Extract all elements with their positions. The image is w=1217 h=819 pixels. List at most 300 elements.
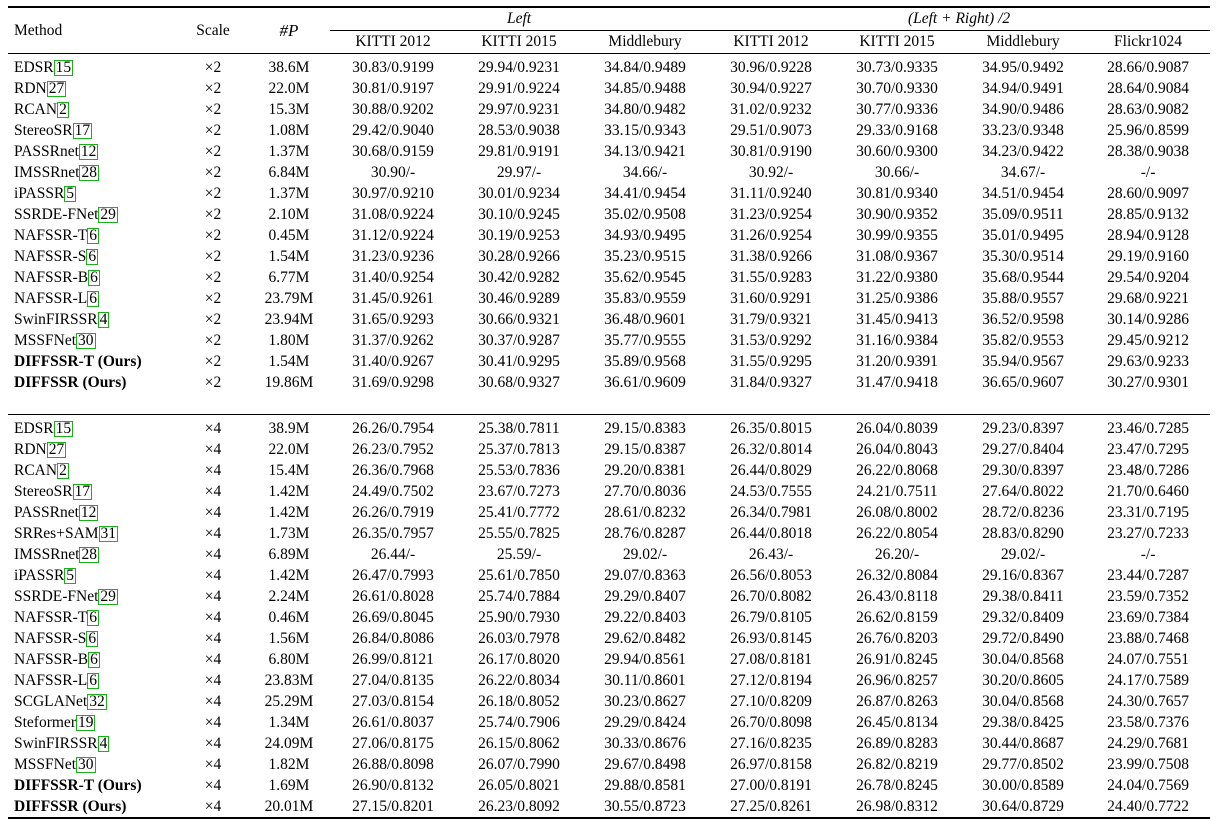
metric-cell: 30.99/0.9355 [856, 227, 938, 244]
metric-cell: 26.78/0.8245 [856, 777, 938, 794]
scale-cell: ×4 [204, 546, 222, 563]
metric-cell: 36.61/0.9609 [604, 374, 686, 391]
params-cell: 1.69M [268, 777, 310, 794]
params-cell: 6.80M [268, 651, 310, 668]
metric-cell: 26.69/0.8045 [352, 609, 434, 626]
citation-link[interactable]: 2 [59, 462, 67, 479]
method-cell [8, 775, 178, 796]
metric-cell: 31.20/0.9391 [856, 353, 938, 370]
params-cell: 0.46M [268, 609, 310, 626]
metric-cell: 30.81/0.9190 [730, 143, 812, 160]
metric-cell: 25.96/0.8599 [1107, 122, 1189, 139]
scale-cell: ×4 [204, 567, 222, 584]
metric-cell: 30.81/0.9197 [352, 80, 434, 97]
method-name: RDN [14, 80, 47, 97]
metric-cell: 34.90/0.9486 [982, 101, 1064, 118]
method-cell [8, 670, 178, 691]
scale-cell: ×2 [204, 59, 222, 76]
params-cell: 1.42M [268, 567, 310, 584]
method-name: RDN [14, 441, 47, 458]
method-name: SwinFIRSSR [14, 311, 98, 328]
metric-cell: 26.87/0.8263 [856, 693, 938, 710]
metric-cell: 23.59/0.7352 [1107, 588, 1189, 605]
metric-cell: 29.91/0.9224 [478, 80, 560, 97]
params-cell: 1.73M [268, 525, 310, 542]
header-col-avg-flickr1024: Flickr1024 [1086, 31, 1210, 54]
header-col-left-middlebury: Middlebury [582, 31, 708, 54]
header-col-left-kitti2015: KITTI 2015 [456, 31, 582, 54]
metric-cell: 26.47/0.7993 [352, 567, 434, 584]
params-cell: 1.42M [268, 504, 310, 521]
method-cell [8, 733, 178, 754]
params-cell: 2.10M [268, 206, 310, 223]
method-name: DIFFSSR-T (Ours) [14, 777, 142, 794]
header-col-avg-kitti2015: KITTI 2015 [834, 31, 960, 54]
method-cell [8, 288, 178, 309]
metric-cell: 31.11/0.9240 [730, 185, 812, 202]
metric-cell: 31.47/0.9418 [856, 374, 938, 391]
metric-cell: 30.73/0.9335 [856, 59, 938, 76]
metric-cell: 29.16/0.8367 [982, 567, 1064, 584]
table-row [8, 565, 1210, 586]
metric-cell: 29.33/0.9168 [856, 122, 938, 139]
metric-cell: 36.65/0.9607 [982, 374, 1064, 391]
metric-cell: 31.45/0.9261 [352, 290, 434, 307]
metric-cell: 31.37/0.9262 [352, 332, 434, 349]
metric-cell: 23.44/0.7287 [1107, 567, 1189, 584]
metric-cell: 29.30/0.8397 [982, 462, 1064, 479]
metric-cell: 30.00/0.8589 [982, 777, 1064, 794]
metric-cell: 26.61/0.8028 [352, 588, 434, 605]
metric-cell: 26.76/0.8203 [856, 630, 938, 647]
method-cell [8, 415, 178, 440]
table-row [8, 225, 1210, 246]
results-table-container [8, 6, 1210, 819]
table-row [8, 733, 1210, 754]
scale-cell: ×4 [204, 777, 222, 794]
citation-link[interactable]: 4 [99, 735, 108, 752]
method-name: StereoSR [14, 122, 73, 139]
method-name: NAFSSR-S [14, 248, 87, 265]
metric-cell: 28.38/0.9038 [1107, 143, 1189, 160]
metric-cell: 24.40/0.7722 [1086, 796, 1210, 818]
metric-cell: 31.55/0.9283 [730, 269, 812, 286]
metric-cell: 25.90/0.7930 [478, 609, 560, 626]
table-row [8, 712, 1210, 733]
table-row [8, 649, 1210, 670]
metric-cell: 26.32/0.8014 [730, 441, 812, 458]
citation-link[interactable]: 15 [55, 420, 72, 437]
metric-cell: 29.62/0.8482 [604, 630, 686, 647]
metric-cell: 29.97/0.9231 [478, 101, 560, 118]
metric-cell: 29.63/0.9233 [1107, 353, 1189, 370]
metric-cell: 31.16/0.9384 [856, 332, 938, 349]
metric-cell: 23.69/0.7384 [1107, 609, 1189, 626]
scale-cell: ×4 [204, 672, 222, 689]
metric-cell: 29.27/0.8404 [982, 441, 1064, 458]
metric-cell: 31.69/0.9298 [352, 374, 434, 391]
metric-cell: 35.01/0.9495 [982, 227, 1064, 244]
metric-cell: 26.45/0.8134 [856, 714, 938, 731]
metric-cell: 27.70/0.8036 [604, 483, 686, 500]
scale-cell: ×4 [204, 525, 222, 542]
metric-cell: 29.97/- [496, 164, 542, 181]
method-cell [8, 372, 178, 393]
citation-link[interactable]: 6 [88, 630, 97, 647]
method-name: StereoSR [14, 483, 73, 500]
method-cell [8, 607, 178, 628]
metric-cell: 28.53/0.9038 [478, 122, 560, 139]
metric-cell: 28.60/0.9097 [1107, 185, 1189, 202]
method-cell [8, 309, 178, 330]
method-cell [8, 225, 178, 246]
metric-cell: 30.55/0.8723 [582, 796, 708, 818]
header-method: Method [8, 7, 178, 54]
method-cell [8, 204, 178, 225]
metric-cell: 26.36/0.7968 [352, 462, 434, 479]
method-name: EDSR [14, 59, 54, 76]
metric-cell: 30.41/0.9295 [478, 353, 560, 370]
metric-cell: 29.51/0.9073 [730, 122, 812, 139]
metric-cell: 30.68/0.9159 [352, 143, 434, 160]
method-name: iPASSR [14, 567, 65, 584]
metric-cell: 31.23/0.9236 [352, 248, 434, 265]
metric-cell: 26.23/0.7952 [352, 441, 434, 458]
metric-cell: 26.43/0.8118 [856, 588, 938, 605]
metric-cell: 30.77/0.9336 [856, 101, 938, 118]
metric-cell: 31.40/0.9254 [352, 269, 434, 286]
method-name: IMSSRnet [14, 546, 80, 563]
metric-cell: 29.88/0.8581 [604, 777, 686, 794]
method-cell [8, 691, 178, 712]
metric-cell: 24.17/0.7589 [1107, 672, 1189, 689]
metric-cell: 29.68/0.9221 [1107, 290, 1189, 307]
table-row [8, 439, 1210, 460]
metric-cell: 30.94/0.9227 [730, 80, 812, 97]
metric-cell: 34.13/0.9421 [604, 143, 686, 160]
metric-cell: 35.62/0.9545 [604, 269, 686, 286]
metric-cell: 30.01/0.9234 [478, 185, 560, 202]
scale-cell: ×2 [204, 248, 222, 265]
metric-cell: 34.93/0.9495 [604, 227, 686, 244]
metric-cell: 36.48/0.9601 [604, 311, 686, 328]
citation-link[interactable]: 6 [90, 269, 98, 286]
method-name: NAFSSR-B [14, 651, 89, 668]
metric-cell: 26.05/0.8021 [478, 777, 560, 794]
metric-cell: 35.89/0.9568 [604, 353, 686, 370]
citation-link[interactable]: 29 [100, 588, 116, 605]
method-cell [8, 183, 178, 204]
params-cell: 23.94M [264, 311, 314, 328]
metric-cell: 31.65/0.9293 [352, 311, 434, 328]
table-row [8, 415, 1210, 440]
metric-cell: 34.84/0.9489 [604, 59, 686, 76]
metric-cell: 34.67/- [1000, 164, 1046, 181]
metric-cell: 23.67/0.7273 [478, 483, 560, 500]
method-cell [8, 162, 178, 183]
metric-cell: 26.03/0.7978 [478, 630, 560, 647]
metric-cell: 25.74/0.7884 [478, 588, 560, 605]
method-cell [8, 439, 178, 460]
metric-cell: 29.02/- [1000, 546, 1046, 563]
metric-cell: 26.18/0.8052 [478, 693, 560, 710]
method-name: SRRes+SAM [14, 525, 99, 542]
metric-cell: 26.04/0.8039 [856, 420, 938, 437]
metric-cell: 23.48/0.7286 [1107, 462, 1189, 479]
table-row [8, 99, 1210, 120]
scale-cell: ×2 [204, 374, 222, 391]
citation-link[interactable]: 27 [48, 80, 65, 97]
params-cell: 1.37M [268, 143, 310, 160]
metric-cell: 26.93/0.8145 [730, 630, 812, 647]
table-row [8, 246, 1210, 267]
citation-link[interactable]: 6 [89, 672, 97, 689]
table-row [8, 288, 1210, 309]
metric-cell: 28.61/0.8232 [604, 504, 686, 521]
metric-cell: 28.94/0.9128 [1107, 227, 1189, 244]
table-row [8, 502, 1210, 523]
metric-cell: 26.56/0.8053 [730, 567, 812, 584]
metric-cell: 27.16/0.8235 [730, 735, 812, 752]
header-scale: Scale [178, 7, 248, 54]
metric-cell: 29.15/0.8387 [604, 441, 686, 458]
citation-link[interactable]: 30 [78, 756, 94, 773]
metric-cell: 29.23/0.8397 [982, 420, 1064, 437]
metric-cell: 24.29/0.7681 [1107, 735, 1189, 752]
scale-cell: ×4 [204, 756, 222, 773]
method-cell [8, 796, 178, 818]
metric-cell: 25.61/0.7850 [478, 567, 560, 584]
citation-link[interactable]: 28 [81, 164, 97, 181]
params-cell: 15.3M [268, 101, 310, 118]
metric-cell: 27.64/0.8022 [982, 483, 1064, 500]
scale-cell: ×2 [204, 206, 222, 223]
metric-cell: 30.19/0.9253 [478, 227, 560, 244]
metric-cell: 31.84/0.9327 [730, 374, 812, 391]
citation-link[interactable]: 6 [90, 651, 98, 668]
table-row [8, 162, 1210, 183]
metric-cell: 29.07/0.8363 [604, 567, 686, 584]
metric-cell: 27.06/0.8175 [352, 735, 434, 752]
citation-link[interactable]: 12 [80, 143, 97, 160]
citation-link[interactable]: 19 [77, 714, 94, 731]
params-cell: 23.79M [264, 290, 314, 307]
metric-cell: 34.95/0.9492 [982, 59, 1064, 76]
citation-link[interactable]: 17 [74, 483, 91, 500]
citation-link[interactable]: 5 [66, 185, 75, 202]
metric-cell: 30.14/0.9286 [1107, 311, 1189, 328]
metric-cell: 26.44/0.8029 [730, 462, 812, 479]
table-row [8, 460, 1210, 481]
method-name: RCAN [14, 462, 58, 479]
metric-cell: 35.30/0.9514 [982, 248, 1064, 265]
method-name: SwinFIRSSR [14, 735, 98, 752]
citation-link[interactable]: 30 [78, 332, 94, 349]
citation-link[interactable]: 12 [80, 504, 97, 521]
metric-cell: 29.38/0.8411 [982, 588, 1064, 605]
scale-cell: ×4 [178, 796, 248, 818]
method-cell [8, 78, 178, 99]
scale-cell: ×2 [204, 269, 222, 286]
metric-cell: 26.44/0.8018 [730, 525, 812, 542]
metric-cell: 29.20/0.8381 [604, 462, 686, 479]
method-cell [8, 330, 178, 351]
metric-cell: 30.04/0.8568 [982, 693, 1064, 710]
params-cell: 1.82M [268, 756, 310, 773]
params-cell: 6.77M [268, 269, 310, 286]
table-body-x4 [8, 415, 1210, 819]
metric-cell: 26.89/0.8283 [856, 735, 938, 752]
params-cell: 25.29M [264, 693, 314, 710]
metric-cell: 34.51/0.9454 [982, 185, 1064, 202]
method-cell [8, 99, 178, 120]
metric-cell: 35.09/0.9511 [982, 206, 1064, 223]
metric-cell: 35.23/0.9515 [604, 248, 686, 265]
metric-cell: 29.94/0.9231 [478, 59, 560, 76]
metric-cell: 27.03/0.8154 [352, 693, 434, 710]
metric-cell: 26.17/0.8020 [478, 651, 560, 668]
metric-cell: 28.76/0.8287 [604, 525, 686, 542]
method-cell [8, 481, 178, 502]
metric-cell: 21.70/0.6460 [1107, 483, 1189, 500]
metric-cell: 31.08/0.9224 [352, 206, 434, 223]
citation-link[interactable]: 28 [81, 546, 97, 563]
metric-cell: 28.72/0.8236 [982, 504, 1064, 521]
metric-cell: 30.70/0.9330 [856, 80, 938, 97]
method-cell [8, 586, 178, 607]
metric-cell: 30.46/0.9289 [478, 290, 560, 307]
metric-cell: 31.55/0.9295 [730, 353, 812, 370]
citation-link[interactable]: 31 [100, 525, 117, 542]
metric-cell: 26.88/0.8098 [352, 756, 434, 773]
citation-link[interactable]: 17 [74, 122, 91, 139]
method-name: iPASSR [14, 185, 65, 202]
metric-cell: 30.90/0.9352 [856, 206, 938, 223]
citation-link[interactable]: 2 [59, 101, 67, 118]
metric-cell: 26.98/0.8312 [834, 796, 960, 818]
citation-link[interactable]: 27 [48, 441, 65, 458]
metric-cell: 26.04/0.8043 [856, 441, 938, 458]
metric-cell: 30.68/0.9327 [478, 374, 560, 391]
params-cell: 38.6M [268, 59, 310, 76]
params-cell: 1.56M [268, 630, 310, 647]
metric-cell: 25.74/0.7906 [478, 714, 560, 731]
metric-cell: 24.21/0.7511 [856, 483, 938, 500]
citation-link[interactable]: 6 [88, 248, 97, 265]
metric-cell: 26.70/0.8098 [730, 714, 812, 731]
citation-link[interactable]: 4 [99, 311, 108, 328]
metric-cell: 26.35/0.7957 [352, 525, 434, 542]
metric-cell: 26.61/0.8037 [352, 714, 434, 731]
metric-cell: 34.94/0.9491 [982, 80, 1064, 97]
scale-cell: ×4 [204, 735, 222, 752]
metric-cell: 26.22/0.8068 [856, 462, 938, 479]
citation-link[interactable]: 29 [100, 206, 116, 223]
metric-cell: 35.77/0.9555 [604, 332, 686, 349]
metric-cell: 26.99/0.8121 [352, 651, 434, 668]
citation-link[interactable]: 6 [89, 227, 97, 244]
metric-cell: 23.47/0.7295 [1107, 441, 1189, 458]
metric-cell: 30.20/0.8605 [982, 672, 1064, 689]
params-cell: 19.86M [264, 374, 314, 391]
metric-cell: 24.07/0.7551 [1107, 651, 1189, 668]
citation-link[interactable]: 15 [55, 59, 72, 76]
metric-cell: 23.88/0.7468 [1107, 630, 1189, 647]
citation-link[interactable]: 32 [89, 693, 105, 710]
metric-cell: 23.31/0.7195 [1107, 504, 1189, 521]
params-cell: 24.09M [264, 735, 314, 752]
metric-cell: 29.81/0.9191 [478, 143, 560, 160]
metric-cell: 34.41/0.9454 [604, 185, 686, 202]
method-cell [8, 754, 178, 775]
params-cell: 1.34M [268, 714, 310, 731]
metric-cell: 25.37/0.7813 [478, 441, 560, 458]
table-row [8, 120, 1210, 141]
method-name: NAFSSR-B [14, 269, 89, 286]
params-cell: 20.01M [248, 796, 330, 818]
metric-cell: 30.88/0.9202 [352, 101, 434, 118]
metric-cell: 24.04/0.7569 [1107, 777, 1189, 794]
citation-link[interactable]: 5 [66, 567, 75, 584]
method-name: Steformer [14, 714, 76, 731]
metric-cell: 25.53/0.7836 [478, 462, 560, 479]
metric-cell: 27.25/0.8261 [708, 796, 834, 818]
metric-cell: 26.90/0.8132 [352, 777, 434, 794]
results-table [8, 6, 1210, 819]
metric-cell: 35.68/0.9544 [982, 269, 1064, 286]
table-row [8, 330, 1210, 351]
metric-cell: 26.35/0.8015 [730, 420, 812, 437]
table-row [8, 628, 1210, 649]
params-cell: 2.24M [268, 588, 310, 605]
method-name: SSRDE-FNet [14, 206, 99, 223]
metric-cell: 30.27/0.9301 [1107, 374, 1189, 391]
method-name: MSSFNet [14, 756, 77, 773]
metric-cell: 28.85/0.9132 [1107, 206, 1189, 223]
citation-link[interactable]: 6 [89, 609, 97, 626]
metric-cell: 30.28/0.9266 [478, 248, 560, 265]
table-row [8, 544, 1210, 565]
metric-cell: 27.08/0.8181 [730, 651, 812, 668]
citation-link[interactable]: 6 [89, 290, 97, 307]
metric-cell: 29.38/0.8425 [982, 714, 1064, 731]
scale-cell: ×4 [204, 504, 222, 521]
metric-cell: 31.08/0.9367 [856, 248, 938, 265]
method-name: MSSFNet [14, 332, 77, 349]
metric-cell: 30.97/0.9210 [352, 185, 434, 202]
metric-cell: 35.82/0.9553 [982, 332, 1064, 349]
metric-cell: -/- [1140, 546, 1156, 563]
metric-cell: 26.22/0.8034 [478, 672, 560, 689]
metric-cell: 26.23/0.8092 [456, 796, 582, 818]
metric-cell: 25.38/0.7811 [478, 420, 560, 437]
header-col-left-kitti2012: KITTI 2012 [330, 31, 456, 54]
scale-cell: ×2 [204, 122, 222, 139]
method-name: NAFSSR-T [14, 609, 88, 626]
metric-cell: 23.46/0.7285 [1107, 420, 1189, 437]
metric-cell: 28.66/0.9087 [1107, 59, 1189, 76]
metric-cell: 30.11/0.8601 [604, 672, 686, 689]
method-name: NAFSSR-S [14, 630, 87, 647]
metric-cell: 28.63/0.9082 [1107, 101, 1189, 118]
metric-cell: 30.23/0.8627 [604, 693, 686, 710]
scale-cell: ×2 [204, 185, 222, 202]
params-cell: 6.89M [268, 546, 310, 563]
metric-cell: 33.15/0.9343 [604, 122, 686, 139]
table-row [8, 607, 1210, 628]
metric-cell: 26.97/0.8158 [730, 756, 812, 773]
params-cell: 1.42M [268, 483, 310, 500]
